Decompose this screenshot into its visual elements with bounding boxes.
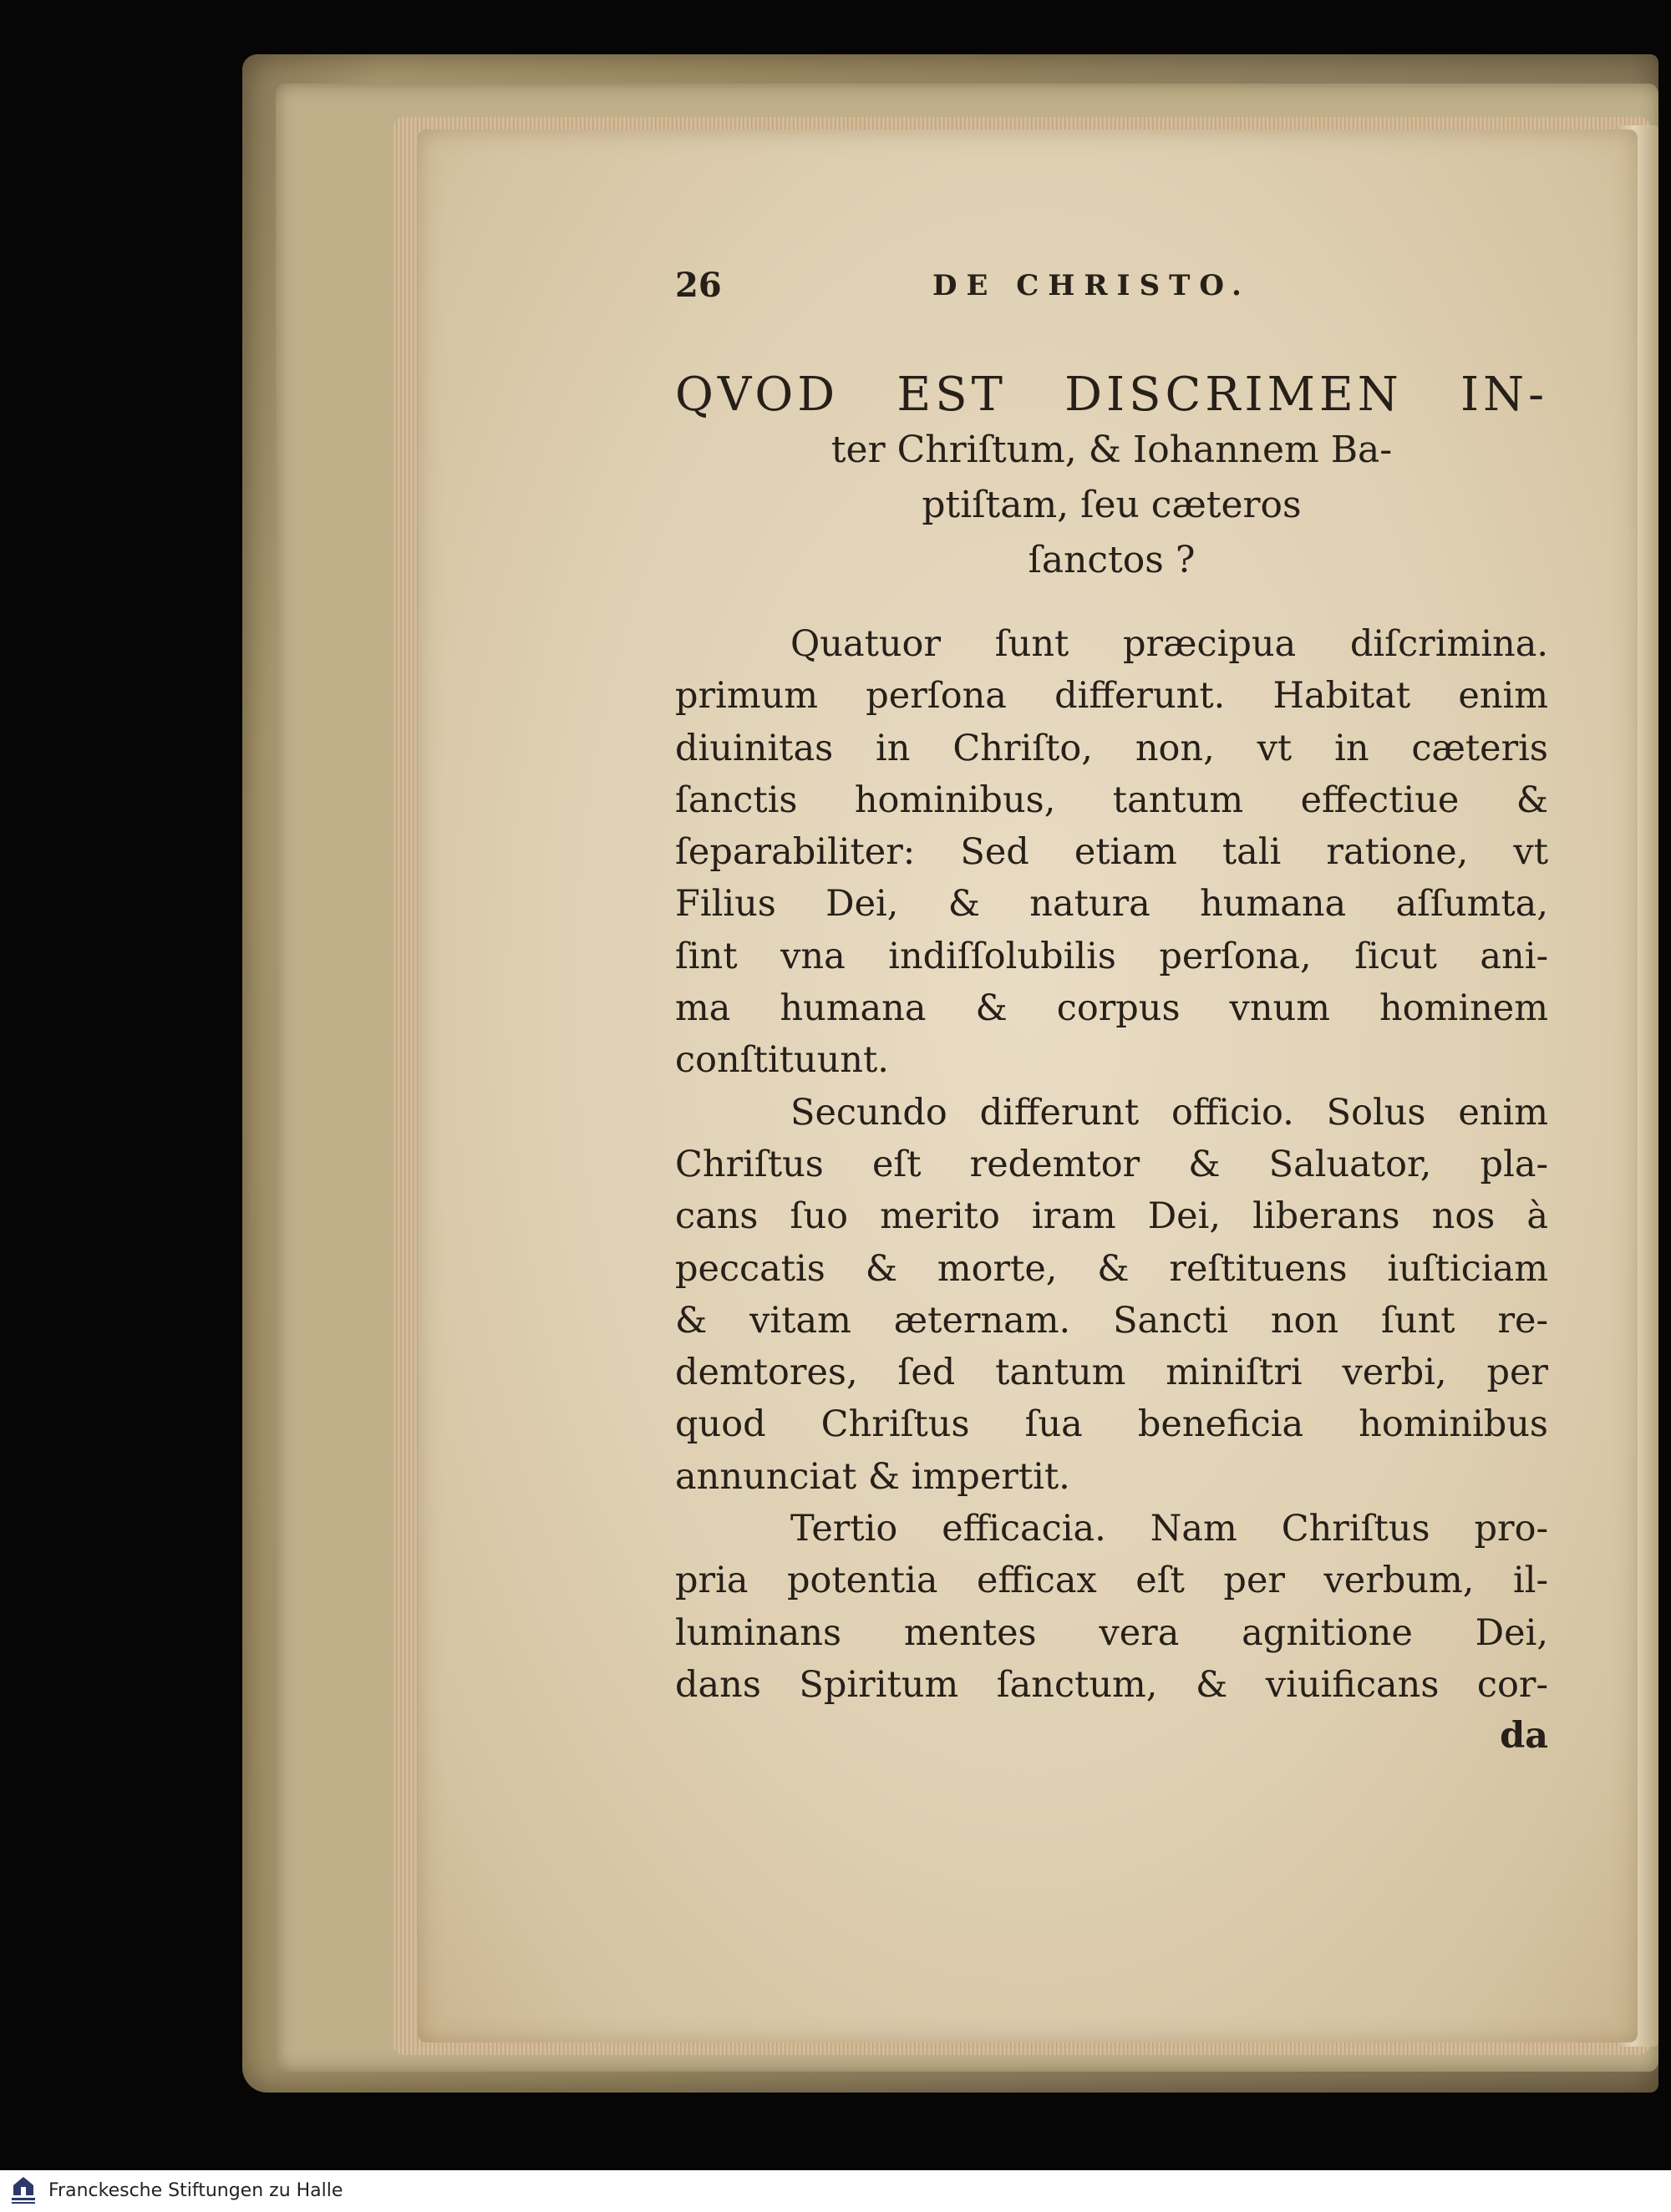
text-line: ma humana & corpus vnum hominem	[675, 987, 1548, 1030]
text-line: Tertio efficacia. Nam Chriſtus pro-	[790, 1508, 1548, 1550]
text-line: Quatuor ſunt præcipua diſcrimina.	[790, 623, 1548, 665]
text-line: primum perſona differunt. Habitat enim	[675, 675, 1548, 718]
heading-line-2: ter Chriſtum, & Iohannem Ba-	[830, 429, 1393, 471]
text-line: ſint vna indiſſolubilis perſona, ſicut ani-	[675, 935, 1548, 977]
heading-line-4: ſanctos ?	[1028, 539, 1196, 581]
running-head	[675, 266, 1548, 306]
text-line: dans Spiritum ſanctum, & viuificans cor-	[675, 1663, 1548, 1706]
footer-bar	[0, 2170, 1671, 2212]
text-line: diuinitas in Chriſto, non, vt in cæteris	[675, 727, 1548, 769]
text-line: & vitam æternam. Sancti non ſunt re-	[675, 1299, 1548, 1342]
text-line: demtores, ſed tantum miniſtri verbi, per	[675, 1352, 1548, 1394]
page-number: 26	[675, 266, 722, 305]
text-line: luminans mentes vera agnitione Dei,	[675, 1611, 1548, 1654]
text-line: quod Chriſtus ſua beneficia hominibus	[675, 1403, 1548, 1446]
institution-logo-icon	[5, 2174, 42, 2209]
running-title: DE CHRISTO.	[932, 269, 1251, 302]
text-line: ſeparabiliter: Sed etiam tali ratione, vt	[675, 831, 1548, 874]
text-line: conſtituunt.	[675, 1039, 889, 1082]
text-line: annunciat & impertit.	[675, 1455, 1070, 1498]
heading-line-3: ptiſtam, ſeu cæteros	[922, 484, 1302, 526]
text-line: peccatis & morte, & reſtituens iuſticiam	[675, 1247, 1548, 1290]
catchword: da	[1500, 1715, 1548, 1758]
text-line: Secundo differunt officio. Solus enim	[790, 1091, 1548, 1134]
text-block	[675, 266, 1548, 1761]
text-line: cans ſuo merito iram Dei, liberans nos à	[675, 1195, 1548, 1238]
heading-line-1: QVOD EST DISCRIMEN IN-	[675, 368, 1548, 422]
body-text	[675, 618, 1548, 1761]
text-line: Filius Dei, & natura humana aſſumta,	[675, 883, 1548, 926]
text-line: ſanctis hominibus, tantum effectiue &	[675, 779, 1548, 821]
text-line: Chriſtus eſt redemtor & Saluator, pla-	[675, 1143, 1548, 1185]
institution-name: Franckesche Stiftungen zu Halle	[48, 2180, 343, 2201]
text-line: pria potentia efficax eſt per verbum, il-	[675, 1560, 1548, 1602]
chapter-heading	[675, 368, 1548, 588]
